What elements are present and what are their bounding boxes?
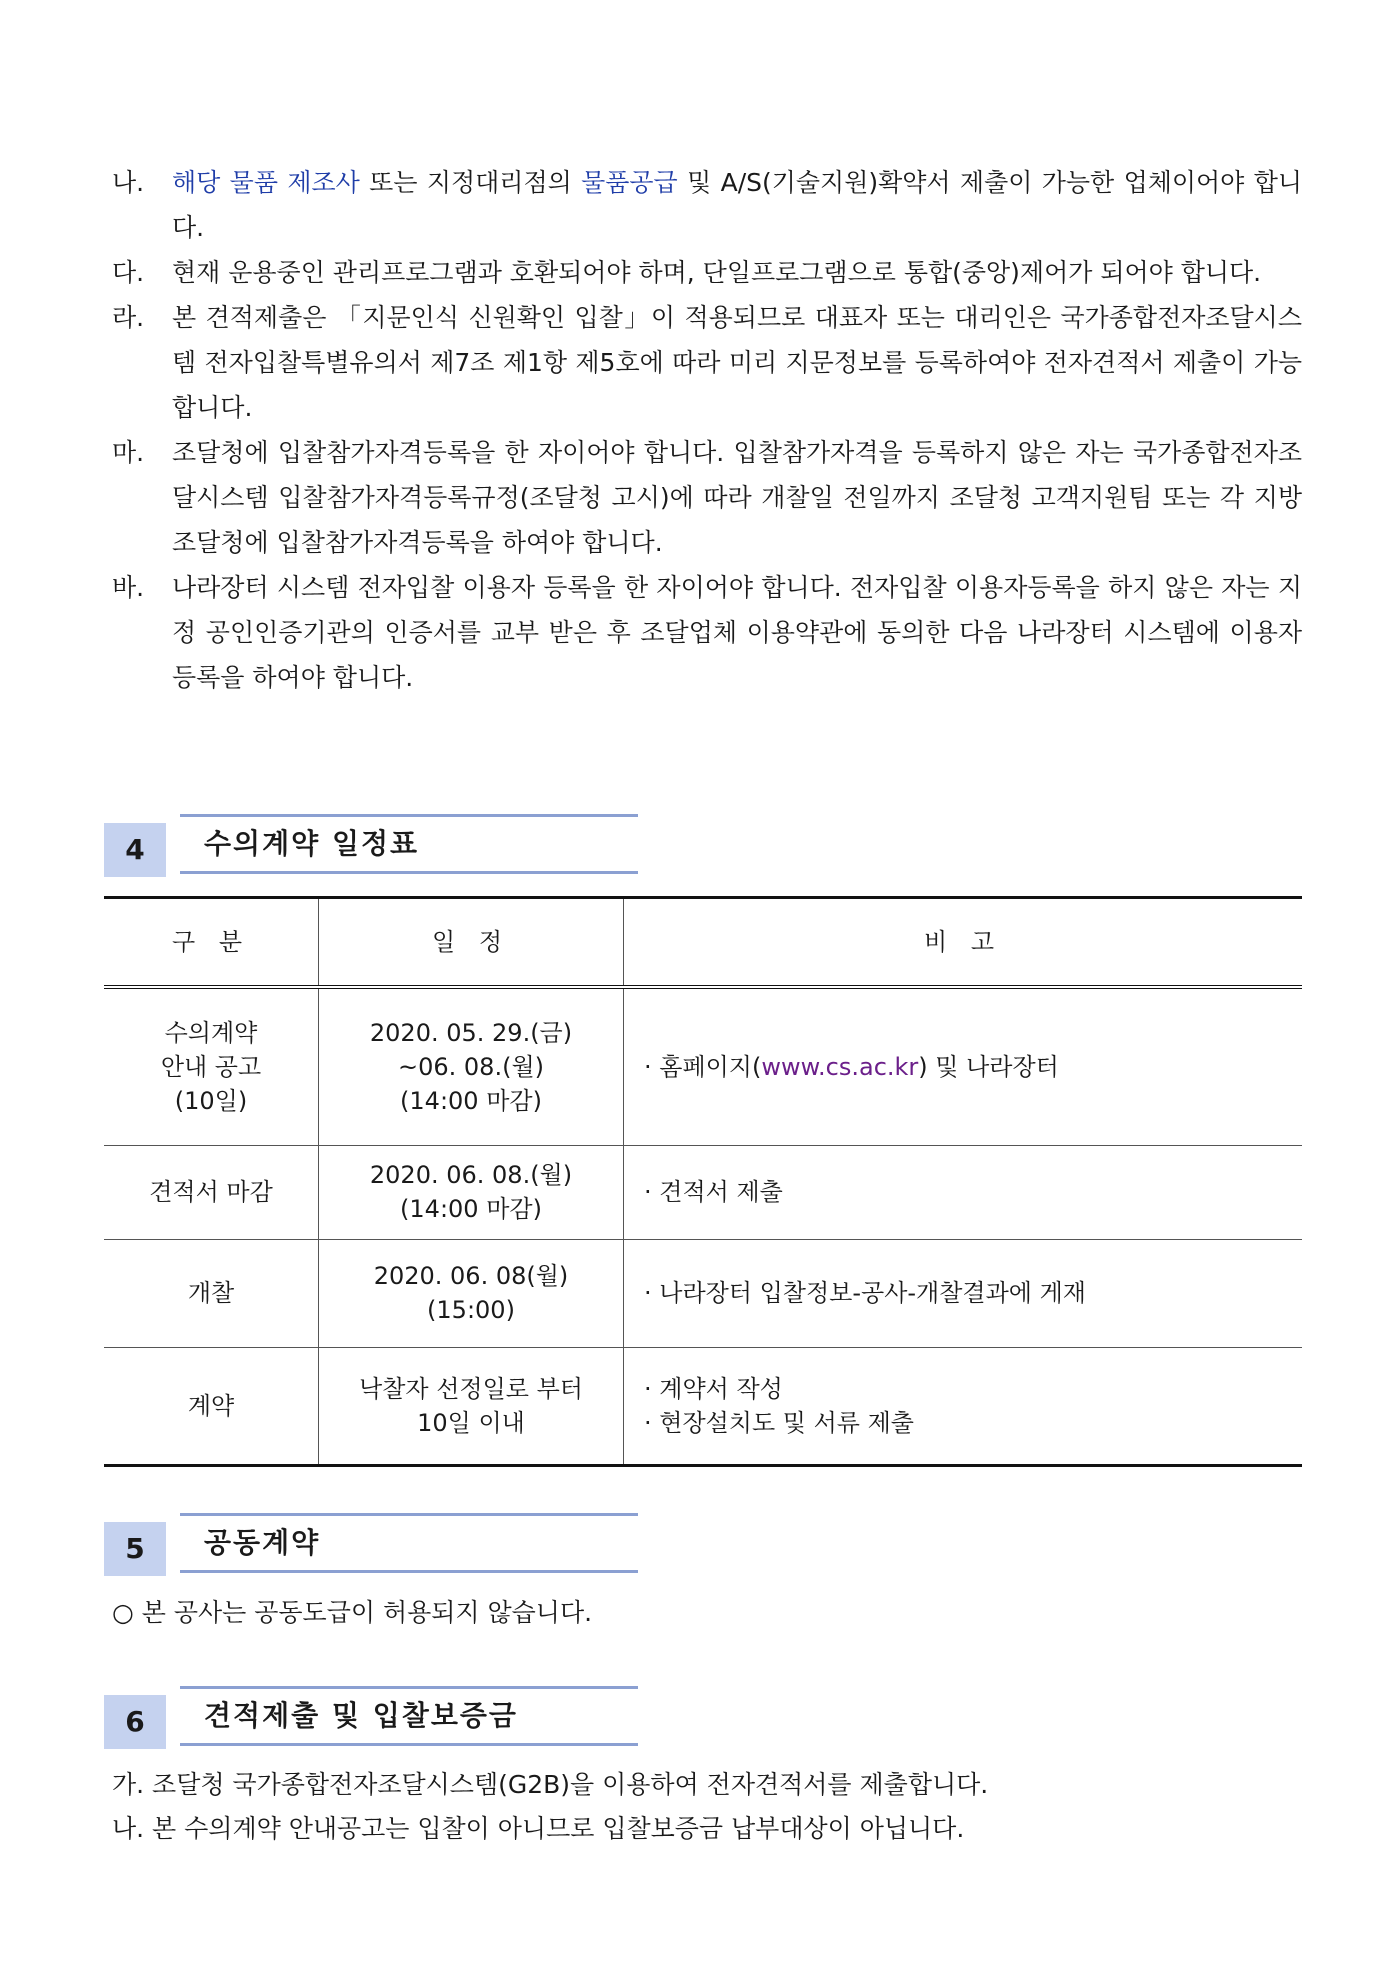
- section-6-line-2: 나. 본 수의계약 안내공고는 입찰이 아니므로 입찰보증금 납부대상이 아닙니다.: [112, 1814, 965, 1843]
- item-marker: 바.: [112, 573, 145, 602]
- remark-line: [644, 1372, 1301, 1406]
- section-title: 공동계약: [180, 1513, 638, 1573]
- schedule-cell: [319, 987, 624, 1145]
- item-text: 및 A/S(기술지원)확약서 제출이 가능한 업체이어야 합니다.: [172, 168, 1302, 242]
- section-6-line-1: 가. 조달청 국가종합전자조달시스템(G2B)을 이용하여 전자견적서를 제출합니다.: [112, 1770, 989, 1799]
- schedule-line: 2020. 06. 08(월): [373, 1262, 569, 1290]
- schedule-line: ~06. 08.(월): [398, 1052, 544, 1081]
- table-row: [104, 987, 1302, 1145]
- schedule-line: (14:00 마감): [400, 1086, 542, 1115]
- remark-cell: [624, 1347, 1303, 1465]
- table-row: [104, 1145, 1302, 1239]
- list-item: [112, 565, 1302, 700]
- category-cell: [104, 1145, 319, 1239]
- table-header-row: [104, 898, 1302, 988]
- schedule-cell: [319, 1239, 624, 1347]
- item-text: 나라장터 시스템 전자입찰 이용자 등록을 한 자이어야 합니다. 전자입찰 이용자등록을 하지 않은 자는 지정 공인인증기관의 인증서를 교부 받은 후 조달업체 이용약관에 동의한 다음 나라장터 시스템에 이용자등록을 하여야 합니다.: [172, 573, 1302, 692]
- header-category: 구 분: [104, 898, 319, 988]
- remark-cell: [624, 1145, 1303, 1239]
- category-line: (10일): [174, 1086, 248, 1115]
- remark-text: · 홈페이지(: [644, 1052, 762, 1081]
- remark-text: · 나라장터 입찰정보-공사-개찰결과에 게재: [644, 1279, 1086, 1307]
- remark-line: [644, 1050, 1301, 1084]
- joint-contract-text: ○ 본 공사는 공동도급이 허용되지 않습니다.: [112, 1598, 593, 1627]
- highlighted-text: 해당 물품 제조사: [172, 168, 360, 197]
- remark-cell: [624, 987, 1303, 1145]
- header-remarks: 비 고: [624, 898, 1303, 988]
- highlighted-text: 물품공급: [581, 168, 678, 197]
- remark-line: [644, 1406, 1301, 1440]
- section-title: 수의계약 일정표: [180, 814, 638, 874]
- requirement-list: [112, 160, 1302, 700]
- remark-text: · 견적서 제출: [644, 1178, 783, 1206]
- category-cell: [104, 1239, 319, 1347]
- category-line: 개찰: [187, 1279, 235, 1307]
- item-marker: 라.: [112, 303, 145, 332]
- item-text: 또는 지정대리점의: [359, 168, 582, 197]
- schedule-cell: [319, 1145, 624, 1239]
- schedule-line: (14:00 마감): [400, 1195, 542, 1223]
- homepage-link: www.cs.ac.kr: [761, 1052, 919, 1081]
- section-number: 5: [104, 1522, 166, 1576]
- table-row: [104, 1347, 1302, 1465]
- table-row: [104, 1239, 1302, 1347]
- category-line: 수의계약: [164, 1018, 258, 1047]
- section-5-header: [104, 1513, 614, 1579]
- section-number: 4: [104, 823, 166, 877]
- remark-line: [644, 1276, 1301, 1310]
- list-item: [112, 160, 1302, 250]
- schedule-line: 2020. 06. 08.(월): [369, 1161, 573, 1189]
- item-text: 현재 운용중인 관리프로그램과 호환되어야 하며, 단일프로그램으로 통합(중앙)제어가 되어야 합니다.: [172, 258, 1262, 287]
- schedule-table: [104, 896, 1302, 1467]
- list-item: [112, 430, 1302, 565]
- schedule-cell: [319, 1347, 624, 1465]
- category-cell: [104, 987, 319, 1145]
- category-line: 안내 공고: [160, 1052, 262, 1081]
- category-line: 견적서 마감: [149, 1178, 273, 1206]
- section-number: 6: [104, 1695, 166, 1749]
- item-text: 조달청에 입찰참가자격등록을 한 자이어야 합니다. 입찰참가자격을 등록하지 않은 자는 국가종합전자조달시스템 입찰참가자격등록규정(조달청 고시)에 따라 개찰일 전일까지 조달청 고객지원팀 또는 각 지방조달청에 입찰참가자격등록을 하여야 합니다.: [172, 438, 1302, 557]
- header-schedule: 일 정: [319, 898, 624, 988]
- section-6-header: [104, 1686, 614, 1752]
- schedule-line: 10일 이내: [417, 1408, 525, 1437]
- schedule-line: 낙찰자 선정일로 부터: [359, 1374, 583, 1403]
- list-item: [112, 295, 1302, 430]
- section-title: 견적제출 및 입찰보증금: [180, 1686, 638, 1746]
- list-item: [112, 250, 1302, 295]
- schedule-line: (15:00): [427, 1296, 515, 1324]
- item-marker: 나.: [112, 168, 145, 197]
- item-marker: 마.: [112, 438, 145, 467]
- category-line: 계약: [187, 1391, 235, 1420]
- item-text: 본 견적제출은 「지문인식 신원확인 입찰」이 적용되므로 대표자 또는 대리인은 국가종합전자조달시스템 전자입찰특별유의서 제7조 제1항 제5호에 따라 미리 지문정보를 등록하여야 전자견적서 제출이 가능합니다.: [172, 303, 1302, 422]
- remark-text: · 계약서 작성: [644, 1374, 783, 1403]
- remark-line: [644, 1175, 1301, 1209]
- section-4-header: [104, 814, 614, 880]
- category-cell: [104, 1347, 319, 1465]
- item-marker: 다.: [112, 258, 145, 287]
- remark-text: ) 및 나라장터: [918, 1052, 1059, 1081]
- remark-cell: [624, 1239, 1303, 1347]
- schedule-line: 2020. 05. 29.(금): [369, 1018, 573, 1047]
- remark-text: · 현장설치도 및 서류 제출: [644, 1408, 914, 1437]
